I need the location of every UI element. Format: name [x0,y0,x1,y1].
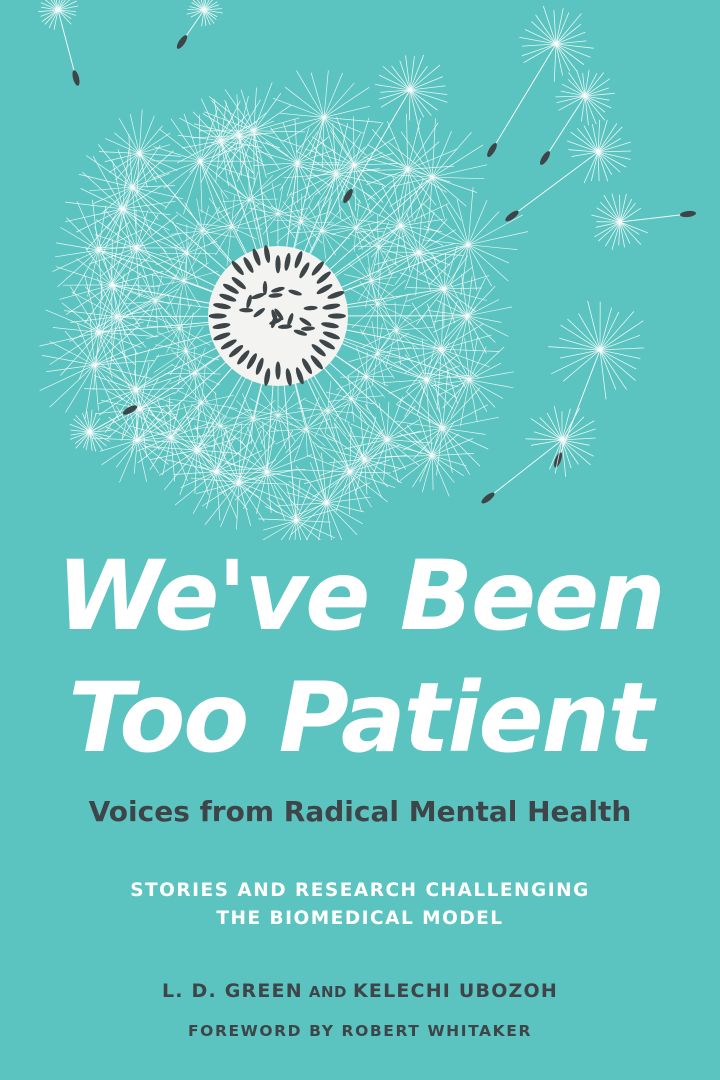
author-2: KELECHI UBOZOH [352,980,558,1002]
tagline-line-1: STORIES AND RESEARCH CHALLENGING [130,880,590,901]
loose-seed [680,210,697,218]
foreword-credit: FOREWORD BY ROBERT WHITAKER [187,1022,532,1040]
loose-seed [485,142,498,159]
loose-seed [538,150,552,167]
loose-seed [175,34,189,51]
loose-seed [480,491,496,506]
authors [0,980,720,1002]
book-title-line-2: Too Patient [68,662,652,774]
loose-seed [71,69,81,86]
tagline-line-2: THE BIOMEDICAL MODEL [216,908,504,929]
book-title-line-1: We've Been [56,540,664,652]
book-subtitle: Voices from Radical Mental Health [88,795,632,828]
author-1: L. D. GREEN [162,980,303,1002]
author-joiner: AND [308,983,347,1001]
